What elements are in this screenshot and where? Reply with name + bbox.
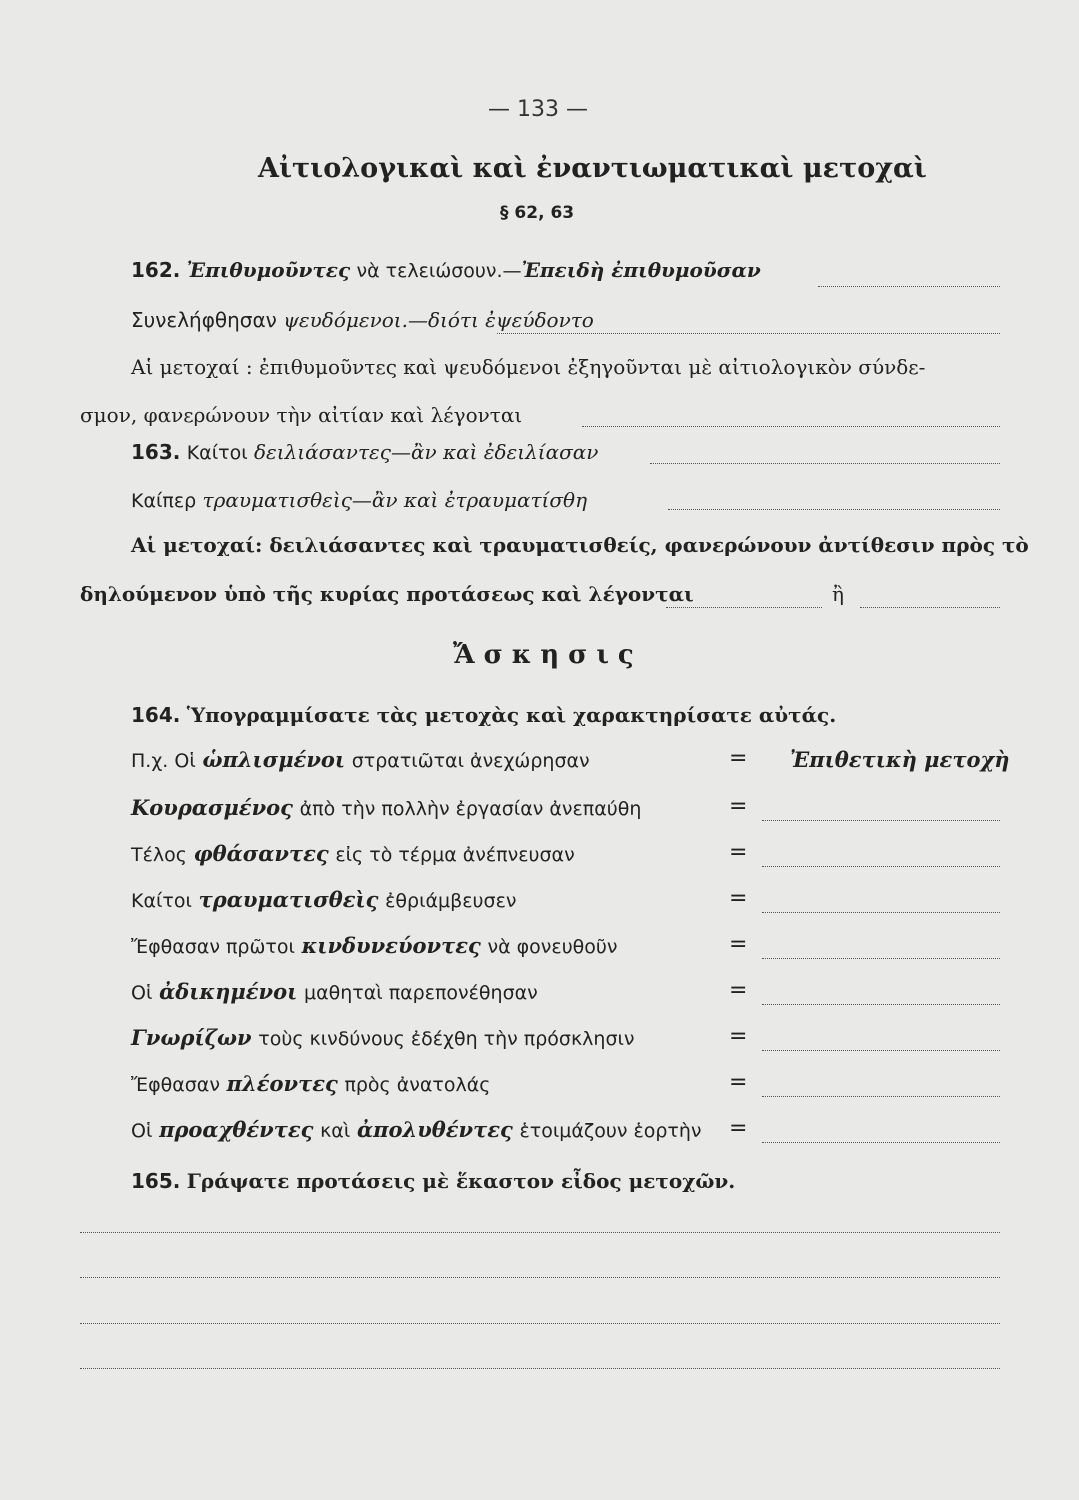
ex163-or: ἢ [832, 582, 844, 606]
participle: κινδυνεύοντες [301, 933, 481, 958]
ex163-line1 [131, 440, 598, 464]
table-row [131, 1117, 702, 1142]
table-row [131, 933, 618, 958]
ex163-text-2: Καίπερ [131, 490, 197, 512]
equals-sign: = [729, 840, 748, 865]
exercise-heading: Ἄσκησις [453, 640, 643, 670]
ex162-blank-1[interactable] [818, 286, 1000, 287]
row-text: Τέλος [131, 844, 187, 866]
answer-line-1[interactable] [80, 1232, 1000, 1233]
row-text: Οἱ [131, 982, 153, 1004]
table-row [131, 1025, 635, 1050]
answer-line-3[interactable] [80, 1323, 1000, 1324]
table-row [131, 747, 590, 772]
row-text: μαθηταὶ παρεπονέθησαν [303, 982, 538, 1004]
equals-sign: = [729, 1024, 748, 1049]
page-title: Αἰτιολογικαὶ καὶ ἐναντιωματικαὶ μετοχαὶ [258, 153, 927, 184]
ex164-number: 164. [131, 703, 181, 727]
row-text: Οἱ [131, 1120, 153, 1142]
equals-sign: = [729, 746, 748, 771]
equals-sign: = [729, 1116, 748, 1141]
ex163-blank-3[interactable] [666, 607, 822, 608]
participle: Γνωρίζων [131, 1025, 252, 1050]
answer-blank[interactable] [762, 1004, 1000, 1005]
answer-blank[interactable] [762, 1096, 1000, 1097]
equals-sign: = [729, 978, 748, 1003]
ex164-instruction-line [131, 703, 836, 727]
ex162-line4: σμον, φανερώνουν τὴν αἰτίαν καὶ λέγονται [80, 403, 523, 427]
ex162-clause-2: ψευδόμενοι.—διότι ἐψεύδοντο [283, 308, 594, 332]
answer-blank[interactable] [762, 866, 1000, 867]
answer-line-4[interactable] [80, 1368, 1000, 1369]
ex163-line2 [131, 488, 587, 512]
ex162-line3: Αἱ μετοχαί : ἐπιθυμοῦντες καὶ ψευδόμενοι ἐξηγοῦνται μὲ αἰτιολογικὸν σύνδε- [131, 355, 926, 379]
equals-sign: = [729, 886, 748, 911]
row-text: Ἔφθασαν [131, 1074, 220, 1096]
participle: Κουρασμένος [131, 795, 293, 820]
row-text: Καίτοι [131, 890, 192, 912]
participle: ἀδικημένοι [159, 979, 298, 1004]
ex163-blank-4[interactable] [860, 607, 1000, 608]
ex163-line3: Αἱ μετοχαί: δειλιάσαντες καὶ τραυματισθείς, φανερώνουν ἀντίθεσιν πρὸς τὸ [131, 533, 1029, 557]
equals-sign: = [729, 794, 748, 819]
row-text: νὰ φονευθοῦν [487, 936, 618, 958]
ex163-text-1: Καίτοι [186, 442, 248, 464]
answer-blank[interactable] [762, 912, 1000, 913]
row-text: καὶ [320, 1120, 351, 1142]
ex165-instruction-line [131, 1169, 735, 1193]
participle: ἀπολυθέντες [356, 1117, 513, 1142]
row-text: εἰς τὸ τέρμα ἀνέπνευσαν [335, 844, 575, 866]
ex162-blank-3[interactable] [582, 426, 1000, 427]
answer-line-2[interactable] [80, 1277, 1000, 1278]
ex165-number: 165. [131, 1169, 181, 1193]
ex163-clause-1: δειλιάσαντες—ἂν καὶ ἐδειλίασαν [253, 440, 599, 464]
row-text: τοὺς κινδύνους ἐδέχθη τὴν πρόσκλησιν [258, 1028, 635, 1050]
row-text: Π.χ. Οἱ [131, 750, 196, 772]
ex163-number: 163. [131, 440, 181, 464]
ex165-instruction: Γράψατε προτάσεις μὲ ἕκαστον εἶδος μετοχῶν. [186, 1169, 736, 1193]
ex163-line4: δηλούμενον ὑπὸ τῆς κυρίας προτάσεως καὶ λέγονται [80, 582, 694, 606]
row-text: πρὸς ἀνατολάς [344, 1074, 491, 1096]
answer-blank[interactable] [762, 1142, 1000, 1143]
answer-blank[interactable] [762, 958, 1000, 959]
equals-sign: = [729, 1070, 748, 1095]
participle: τραυματισθεὶς [198, 887, 379, 912]
participle: ὡπλισμένοι [202, 747, 346, 772]
ex163-clause-2: τραυματισθεὶς—ἂν καὶ ἐτραυματίσθη [202, 488, 588, 512]
ex164-instruction: Ὑπογραμμίσατε τὰς μετοχὰς καὶ χαρακτηρίσατε αὐτάς. [186, 703, 837, 727]
row-text: στρατιῶται ἀνεχώρησαν [351, 750, 590, 772]
answer-blank[interactable] [762, 820, 1000, 821]
participle: φθάσαντες [193, 841, 329, 866]
row-text: ἐθριάμβευσεν [385, 890, 517, 912]
section-reference: § 62, 63 [500, 203, 575, 223]
ex162-text-2: Συνελήφθησαν [131, 308, 277, 332]
table-row [131, 795, 641, 820]
table-row [131, 979, 538, 1004]
ex162-text-1: νὰ τελειώσουν.— [356, 260, 522, 282]
participle: πλέοντες [226, 1071, 338, 1096]
table-row [131, 841, 575, 866]
row-text: ἀπὸ τὴν πολλὴν ἐργασίαν ἀνεπαύθη [299, 798, 642, 820]
answer-blank[interactable] [762, 1050, 1000, 1051]
ex162-clause-1: Ἐπειδὴ ἐπιθυμοῦσαν [521, 258, 761, 282]
equals-sign: = [729, 932, 748, 957]
ex162-number: 162. [131, 258, 181, 282]
ex162-blank-2[interactable] [497, 333, 1000, 334]
table-row [131, 1071, 490, 1096]
ex162-line1 [131, 258, 761, 282]
row-text: Ἔφθασαν πρῶτοι [131, 936, 295, 958]
ex162-line2 [131, 308, 594, 332]
ex163-blank-2[interactable] [668, 509, 1000, 510]
answer-text: Ἐπιθετικὴ μετοχὴ [790, 747, 1010, 772]
row-text: ἑτοιμάζουν ἑορτὴν [519, 1120, 702, 1142]
ex162-participle-1: Ἐπιθυμοῦντες [186, 258, 351, 282]
participle: προαχθέντες [159, 1117, 314, 1142]
table-row [131, 887, 516, 912]
page-number: — 133 — [488, 97, 588, 122]
ex163-blank-1[interactable] [650, 463, 1000, 464]
